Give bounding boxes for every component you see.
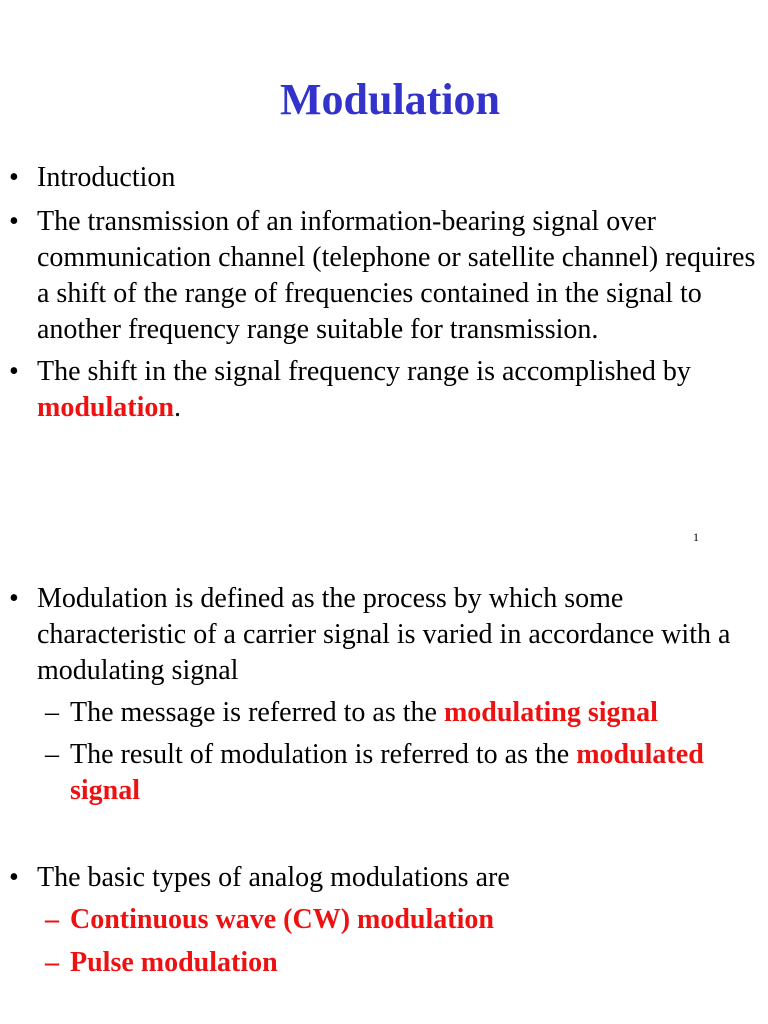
page-number: 1 (693, 530, 699, 544)
sub-bullet-text: The message is referred to as the (70, 697, 444, 728)
sub-bullet-modulating-signal (0, 695, 768, 731)
bullet-transmission (0, 204, 768, 348)
bullet-period: . (173, 392, 181, 423)
bullet-text: The basic types of analog modulations are (37, 862, 510, 893)
emphasis-modulating-signal: modulating signal (443, 697, 658, 728)
type-continuous-wave (0, 902, 768, 938)
bullet-dot: • (9, 206, 19, 237)
bullet-introduction (0, 160, 768, 196)
bullet-dot: • (9, 862, 19, 893)
sub-bullet-text: The result of modulation is referred to as the (70, 739, 577, 770)
slide-2-types (0, 860, 768, 981)
slide-2 (0, 560, 768, 1024)
bullet-dot: • (9, 162, 19, 193)
bullet-analog-types (0, 860, 768, 896)
emphasis-modulated-signal: modulated signal (70, 739, 704, 806)
slide-title: Modulation (279, 75, 501, 124)
bullet-text: The shift in the signal frequency range is accomplished by (37, 356, 691, 387)
type-label: Pulse modulation (70, 947, 278, 978)
slide-2-bullets (0, 581, 768, 809)
type-pulse (0, 945, 768, 981)
bullet-text: Modulation is defined as the process by which some characteristic of a carrier signal is varied in accordance with a modulating signal (37, 583, 731, 686)
bullet-dot: • (9, 356, 19, 387)
sub-bullet-dash: – (45, 739, 59, 770)
bullet-definition (0, 581, 768, 689)
bullet-dot: • (9, 583, 19, 614)
slide-1-bullets (0, 160, 768, 426)
sub-bullet-dash: – (45, 697, 59, 728)
sub-bullet-dash: – (45, 947, 59, 978)
sub-bullet-modulated-signal (0, 737, 768, 809)
bullet-text: The transmission of an information-bearing signal over communication channel (telephone or satellite channel) requires a shift of the range of frequencies contained in the signal to another frequency range suitable for transmission. (37, 206, 756, 345)
emphasis-modulation: modulation (37, 392, 174, 423)
bullet-text: Introduction (37, 162, 176, 193)
bullet-frequency-shift (0, 354, 768, 426)
sub-bullet-dash: – (45, 904, 59, 935)
type-label: Continuous wave (CW) modulation (70, 904, 494, 935)
